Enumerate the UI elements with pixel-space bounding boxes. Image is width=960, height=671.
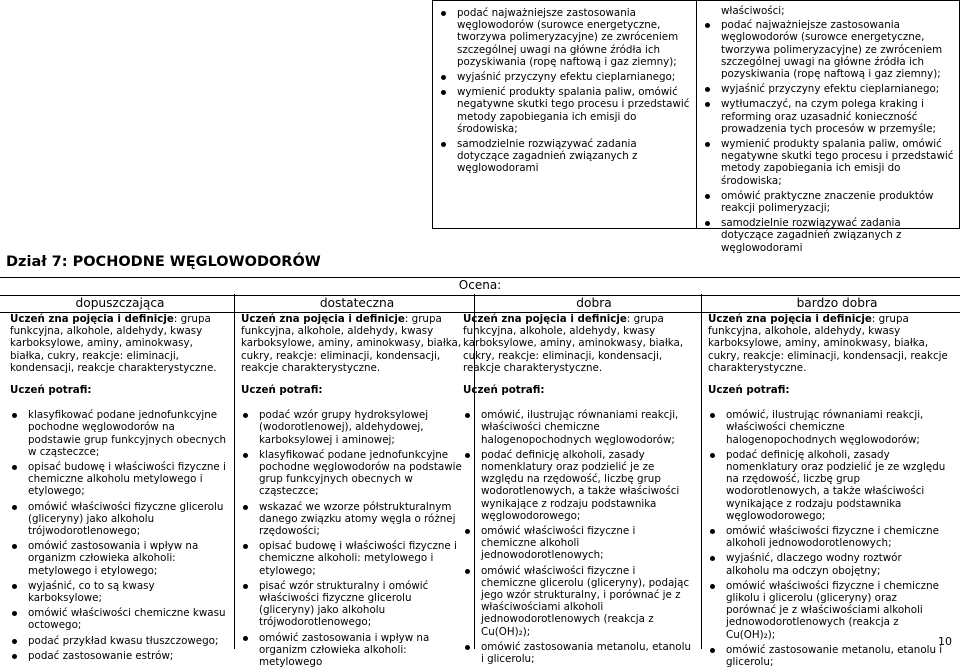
list-item: omówić właściwości fizyczne i chemiczne alkoholi jednowodorotlenowych; xyxy=(463,525,693,562)
list-item: omówić zastosowania metanolu, etanolu i glicerolu; xyxy=(463,641,693,665)
grade-dobra: dobra xyxy=(576,296,612,310)
list-item: pisać wzór strukturalny i omówić właściwości fizyczne glicerolu (gliceryny) jako alkoholu trójwodorotlenowego; xyxy=(241,580,463,629)
list-item: omówić zastosowania i wpływ na organizm człowieka alkoholi: metylowego i etylowego; xyxy=(10,540,230,577)
list-item: samodzielnie rozwiązywać zadania dotyczące zagadnień związanych z węglowodorami xyxy=(703,217,955,254)
grade-table-header xyxy=(0,277,960,313)
list-item: omówić zastosowania i wpływ na organizm człowieka alkoholi: metylowego xyxy=(241,632,463,669)
column-dopuszczajaca xyxy=(10,313,230,665)
column-divider xyxy=(701,294,702,649)
potrafi-label: Uczeń potrafi: xyxy=(708,384,790,397)
list-item: opisać budowę i właściwości fizyczne i chemiczne alkoholi: metylowego i etylowego; xyxy=(241,540,463,577)
intro-text: Uczeń zna pojęcia i definicje: grupa funkcyjna, alkohole, aldehydy, kwasy karboksylowe, aminy, aminokwasy, białka, cukry, reakcje: eliminacji, kondensacji, reakcje charakterystyczne. xyxy=(708,313,948,374)
list-item: omówić właściwości fizyczne i chemiczne glicerolu (gliceryny), podając jego wzór strukturalny, i porównać je z właściwościami alkoholi jednowodorotlenowych (reakcja z Cu(OH)₂); xyxy=(463,565,693,638)
intro-text: Uczeń zna pojęcia i definicje: grupa funkcyjna, alkohole, aldehydy, kwasy karboksylowe, aminy, aminokwasy, białka, cukry, reakcje: eliminacji, kondensacji, reakcje charakterystyczne. xyxy=(241,313,462,374)
intro-text: Uczeń zna pojęcia i definicje: grupa funkcyjna, alkohole, aldehydy, kwasy karboksylowe, aminy, aminokwasy, białka, cukry, reakcje: eliminacji, kondensacji, reakcje charakterystyczne. xyxy=(463,313,684,374)
grade-dopuszczajaca: dopuszczająca xyxy=(75,296,165,310)
column-bardzo-dobra xyxy=(708,313,948,671)
potrafi-label: Uczeń potrafi: xyxy=(10,384,92,397)
list-item: podać przykład kwasu tłuszczowego; xyxy=(10,635,230,647)
list-item: wyjaśnić, dlaczego wodny roztwór alkoholu ma odczyn obojętny; xyxy=(708,552,948,576)
column-dobra xyxy=(463,313,693,668)
top-left-list xyxy=(439,7,690,175)
list-item: omówić, ilustrując równaniami reakcji, właściwości chemiczne halogenopochodnych węglowodorów; xyxy=(708,409,948,446)
top-table-left-cell xyxy=(432,0,697,229)
list-item: omówić właściwości fizyczne i chemiczne alkoholi jednowodorotlenowych; xyxy=(708,525,948,549)
column-dostateczna xyxy=(241,313,463,671)
list-item: omówić właściwości fizyczne glicerolu (gliceryny) jako alkoholu trójwodorotlenowego; xyxy=(10,501,230,538)
list-item: opisać budowę i właściwości fizyczne i chemiczne alkoholu metylowego i etylowego; xyxy=(10,461,230,498)
section-title: Dział 7: POCHODNE WĘGLOWODORÓW xyxy=(6,254,321,270)
page-number: 10 xyxy=(938,635,952,648)
column-divider xyxy=(234,294,235,649)
list-item: podać definicję alkoholi, zasady nomenklatury oraz podzielić je ze względu na rzędowość, liczbę grup wodorotlenowych, a także właściwości wynikające z rodzaju podstawnika węglowodorowego; xyxy=(708,449,948,522)
list-item: wyjaśnić, co to są kwasy karboksylowe; xyxy=(10,580,230,604)
ocena-label: Ocena: xyxy=(458,278,502,292)
list-item: klasyfikować podane jednofunkcyjne pochodne węglowodorów na podstawie grup funkcyjnych obecnych w cząsteczce; xyxy=(10,409,230,458)
skills-list xyxy=(708,409,948,668)
list-item: omówić, ilustrując równaniami reakcji, właściwości chemiczne halogenopochodnych węglowodorów; xyxy=(463,409,693,446)
potrafi-label: Uczeń potrafi: xyxy=(463,384,545,397)
top-table-right-cell xyxy=(696,0,960,254)
top-right-lead: właściwości; xyxy=(721,5,785,17)
skills-list xyxy=(241,409,463,668)
list-item: wymienić produkty spalania paliw, omówić negatywne skutki tego procesu i przedstawić metody zapobiegania ich emisji do środowiska; xyxy=(703,138,955,187)
top-right-list xyxy=(703,19,955,254)
list-item: wymienić produkty spalania paliw, omówić negatywne skutki tego procesu i przedstawić metody zapobiegania ich emisji do środowiska; xyxy=(439,86,690,135)
list-item: omówić praktyczne znaczenie produktów reakcji polimeryzacji; xyxy=(703,190,955,214)
list-item: klasyfikować podane jednofunkcyjne pochodne węglowodorów na podstawie grup funkcyjnych obecnych w cząsteczce; xyxy=(241,449,463,498)
list-item: omówić zastosowanie metanolu, etanolu i glicerolu; xyxy=(708,644,948,668)
potrafi-label: Uczeń potrafi: xyxy=(241,384,323,397)
list-item: podać wzór grupy hydroksylowej (wodorotlenowej), aldehydowej, karboksylowej i aminowej; xyxy=(241,409,463,446)
list-item: omówić właściwości chemiczne kwasu octowego; xyxy=(10,607,230,631)
list-item: wytłumaczyć, na czym polega kraking i reforming oraz uzasadnić konieczność prowadzenia tych procesów w przemyśle; xyxy=(703,98,955,135)
list-item: wskazać we wzorze półstrukturalnym danego związku atomy węgla o różnej rzędowości; xyxy=(241,501,463,538)
list-item: wyjaśnić przyczyny efektu cieplarnianego; xyxy=(703,83,955,95)
list-item: wyjaśnić przyczyny efektu cieplarnianego; xyxy=(439,71,690,83)
list-item: podać definicję alkoholi, zasady nomenklatury oraz podzielić je ze względu na rzędowość, liczbę grup wodorotlenowych, a także właściwości wynikające z rodzaju podstawnika węglowodorowego; xyxy=(463,449,693,522)
list-item: omówić właściwości fizyczne i chemiczne glikolu i glicerolu (gliceryny) oraz porównać je z właściwościami alkoholi jednowodorotlenowych (reakcja z Cu(OH)₂); xyxy=(708,580,948,641)
grade-dostateczna: dostateczna xyxy=(319,296,395,310)
list-item: podać najważniejsze zastosowania węglowodorów (surowce energetyczne, tworzywa polimeryzacyjne) ze zwróceniem szczególnej uwagi na główne źródła ich pozyskiwania (ropę naftową i gaz ziemny); xyxy=(439,7,690,68)
skills-list xyxy=(10,409,230,662)
intro-text: Uczeń zna pojęcia i definicje: grupa funkcyjna, alkohole, aldehydy, kwasy karboksylowe, aminy, aminokwasy, białka, cukry, reakcje: eliminacji, kondensacji, reakcje charakterystyczne. xyxy=(10,313,217,374)
grade-bardzo-dobra: bardzo dobra xyxy=(796,296,878,310)
list-item: podać zastosowanie estrów; xyxy=(10,650,230,662)
list-item: podać najważniejsze zastosowania węglowodorów (surowce energetyczne, tworzywa polimeryzacyjne) ze zwróceniem szczególnej uwagi na główne źródła ich pozyskiwania (ropę naftową i gaz ziemny); xyxy=(703,19,955,80)
list-item: samodzielnie rozwiązywać zadania dotyczące zagadnień związanych z węglowodorami xyxy=(439,138,690,175)
skills-list xyxy=(463,409,693,665)
